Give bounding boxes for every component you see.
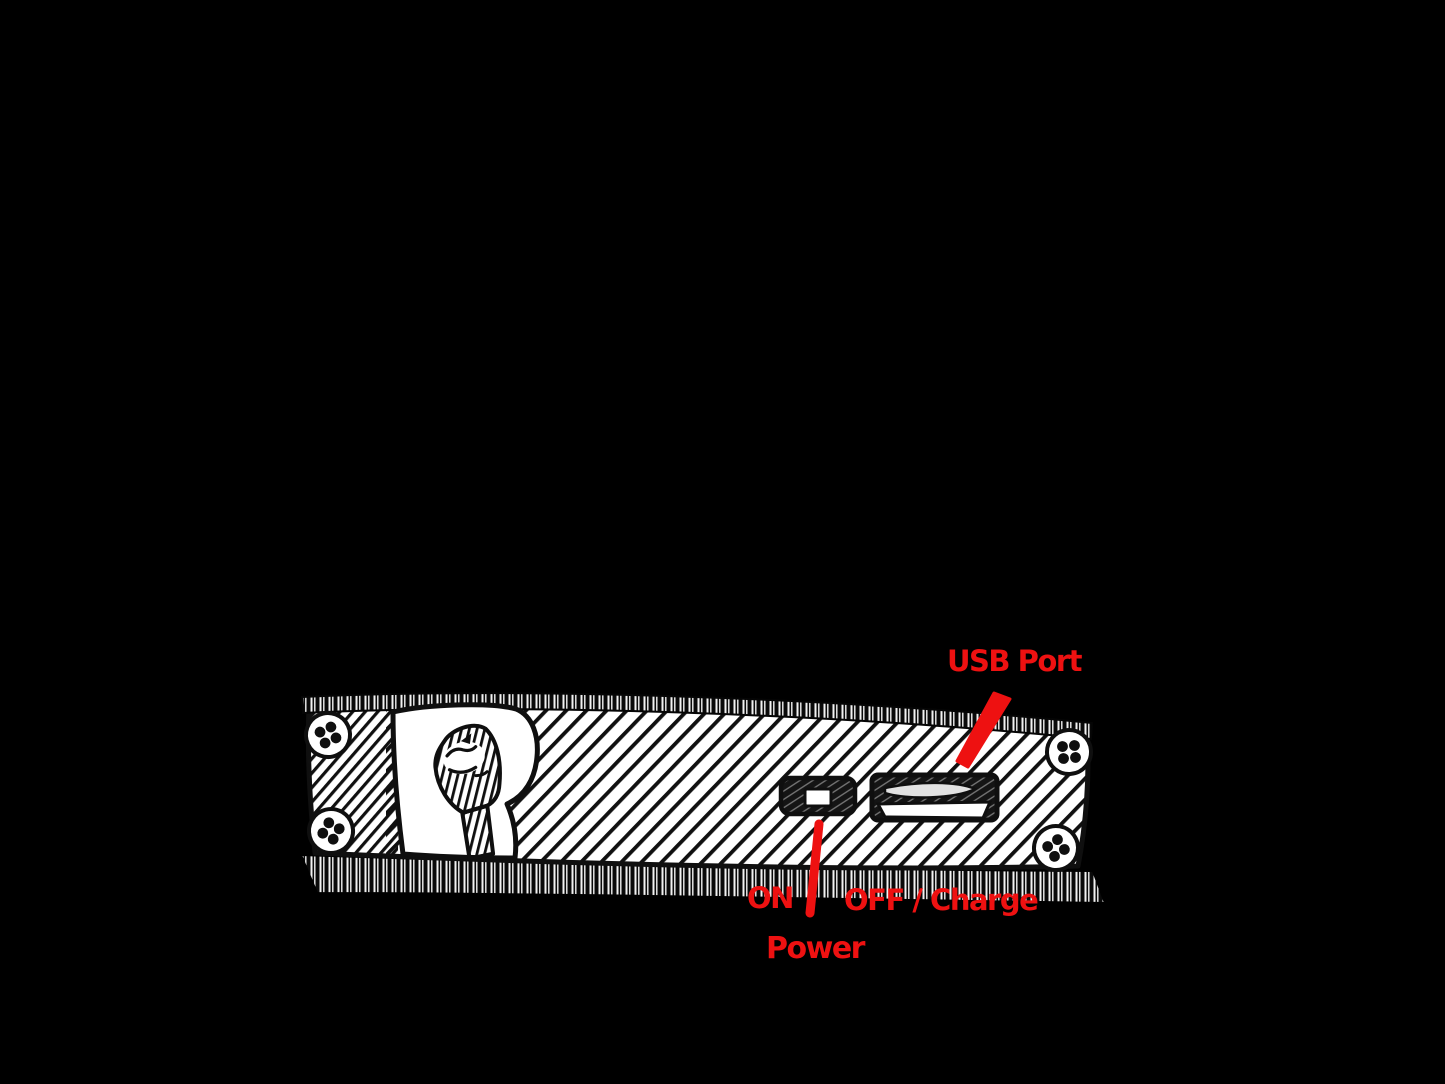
power-label: Power <box>766 931 864 966</box>
switch-off-charge-label: OFF / Charge <box>844 883 1038 917</box>
usb-port-icon <box>872 775 997 820</box>
power-switch-icon <box>781 778 855 814</box>
raised-fist-r-logo-icon <box>393 705 537 863</box>
switch-on-label: ON <box>747 881 793 915</box>
usb-port-label: USB Port <box>947 644 1081 678</box>
